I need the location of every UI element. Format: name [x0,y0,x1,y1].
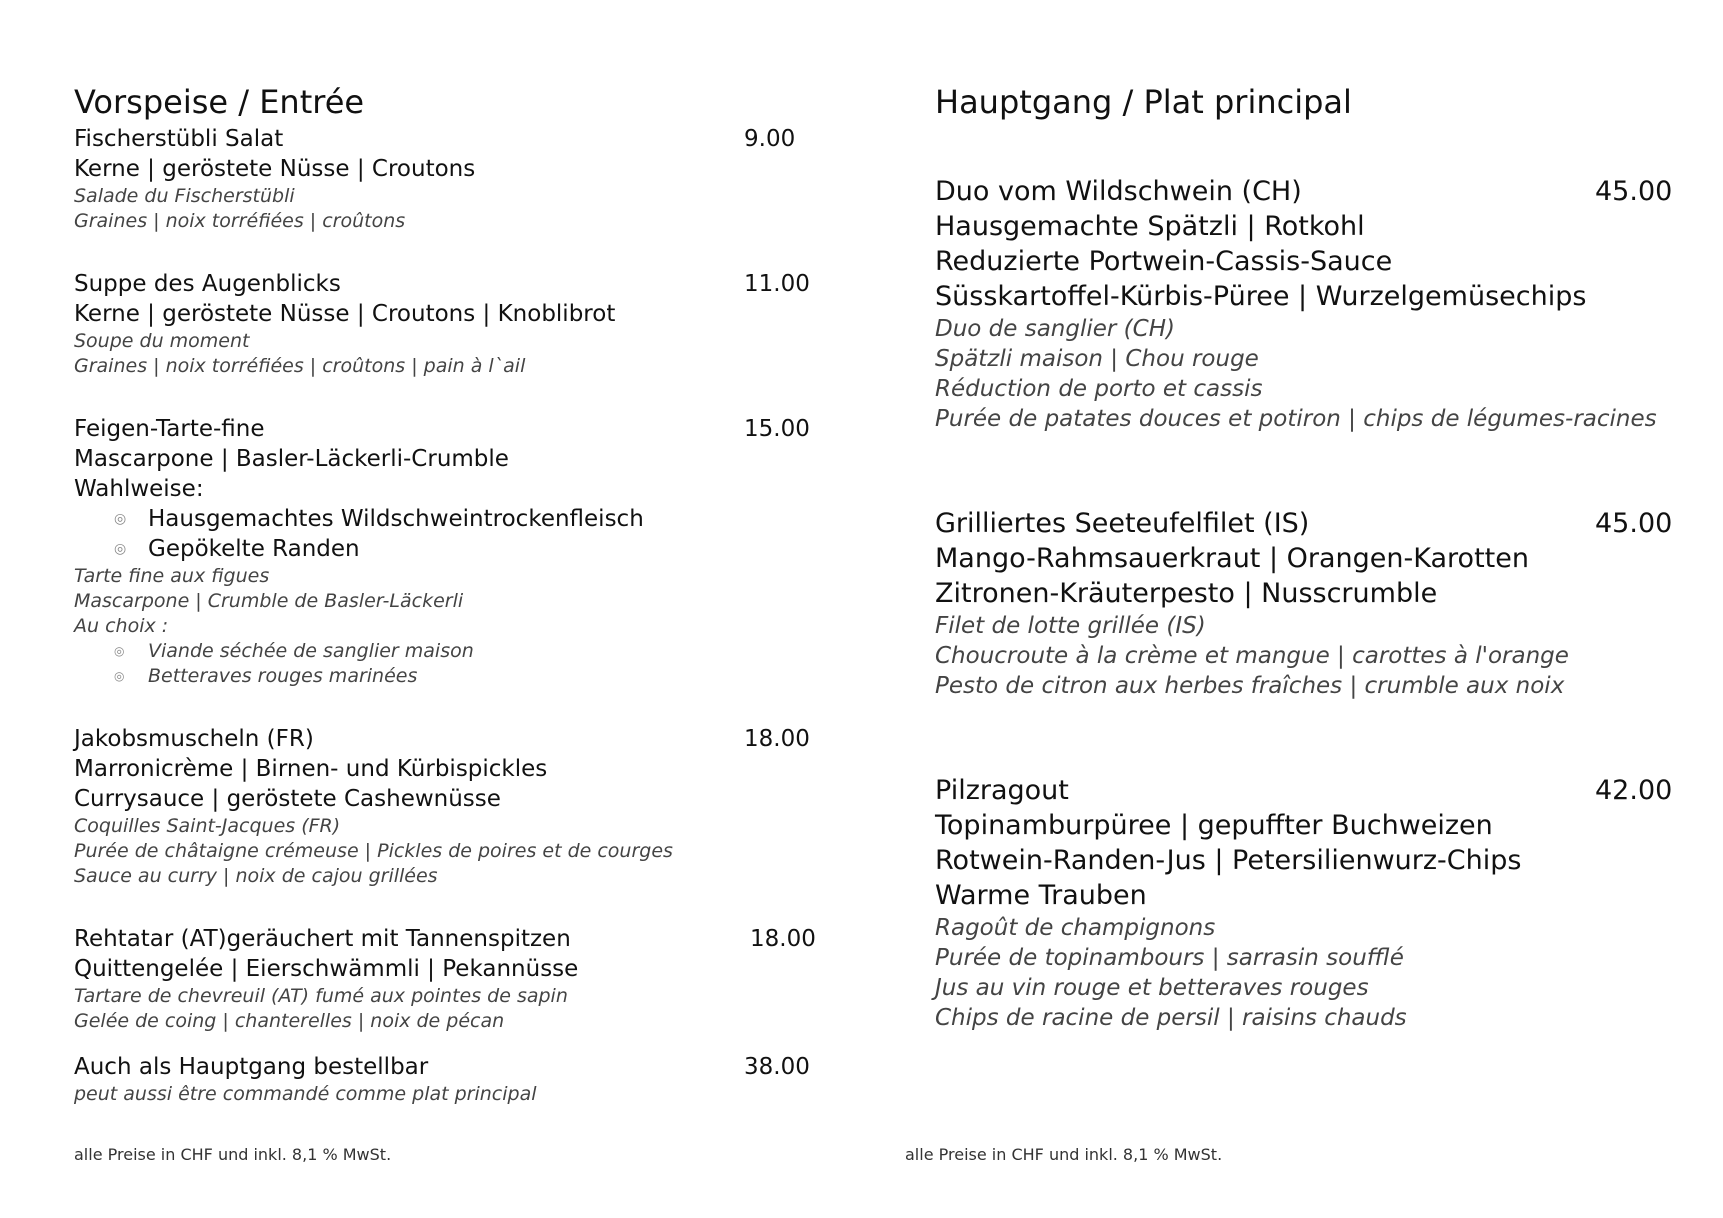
dish-line-fr: Tartare de chevreuil (AT) fumé aux pointes de sapin [74,985,568,1007]
dish-line-de: Topinamburpüree | gepuffter Buchweizen [935,810,1493,841]
dish-line-de: Reduzierte Portwein-Cassis-Sauce [935,246,1393,277]
dish-price: 18.00 [750,926,816,952]
dish-name: Fischerstübli Salat [74,126,284,152]
dish-line-de: Quittengelée | Eierschwämmli | Pekannüsse [74,956,579,982]
dish-name: Jakobsmuscheln (FR) [74,726,314,752]
dish-line-fr: Coquilles Saint-Jacques (FR) [74,815,341,837]
dish-name: Rehtatar (AT)geräuchert mit Tannenspitzen [74,926,571,952]
spiral-bullet-icon: ◎ [114,511,127,527]
dish-feigen-tarte [74,414,834,689]
dish-line-de: Wahlweise: [74,476,204,502]
dish-price: 15.00 [744,416,810,442]
starters-heading: Vorspeise / Entrée [74,83,365,121]
dish-line-fr: Purée de patates douces et potiron | chips de légumes-racines [935,406,1657,432]
dish-line-de: Süsskartoffel-Kürbis-Püree | Wurzelgemüsechips [935,281,1587,312]
dish-pilzragout [935,773,1705,1033]
dish-line-fr: Chips de racine de persil | raisins chauds [935,1005,1407,1031]
price-footnote-right: alle Preise in CHF und inkl. 8,1 % MwSt. [905,1145,1223,1164]
dish-name: Suppe des Augenblicks [74,271,341,297]
dish-seeteufelfilet [935,506,1705,701]
dish-name: Feigen-Tarte-fine [74,416,265,442]
dish-main-course-option [74,1052,834,1107]
dish-name: Duo vom Wildschwein (CH) [935,176,1302,207]
dish-price: 45.00 [1595,508,1673,539]
dish-line-de: Marronicrème | Birnen- und Kürbispickles [74,756,548,782]
dish-jakobsmuscheln [74,724,834,889]
dish-name: Auch als Hauptgang bestellbar [74,1054,429,1080]
dish-line-de: Kerne | geröstete Nüsse | Croutons [74,156,476,182]
dish-line-de: Mango-Rahmsauerkraut | Orangen-Karotten [935,543,1529,574]
dish-line-fr: Duo de sanglier (CH) [935,316,1175,342]
dish-name: Pilzragout [935,775,1069,806]
spiral-bullet-icon: ◎ [114,669,125,683]
dish-line-fr: Sauce au curry | noix de cajou grillées [74,865,438,887]
dish-fischerstuebli-salat [74,124,834,234]
choice-item-de [74,534,834,564]
dish-line-fr: Réduction de porto et cassis [935,376,1263,402]
spiral-bullet-icon: ◎ [114,644,125,658]
dish-line-de: Hausgemachte Spätzli | Rotkohl [935,211,1365,242]
dish-line-fr: Purée de châtaigne crémeuse | Pickles de poires et de courges [74,840,673,862]
dish-line-de: Currysauce | geröstete Cashewnüsse [74,786,501,812]
dish-price: 18.00 [744,726,810,752]
dish-line-de: Rotwein-Randen-Jus | Petersilienwurz-Chips [935,845,1522,876]
dish-price: 38.00 [744,1054,810,1080]
dish-name: Grilliertes Seeteufelfilet (IS) [935,508,1310,539]
dish-line-fr: Salade du Fischerstübli [74,185,295,207]
choice-label: Hausgemachtes Wildschweintrockenfleisch [148,506,644,532]
dish-line-fr: Ragoût de champignons [935,915,1216,941]
dish-line-fr: Pesto de citron aux herbes fraîches | crumble aux noix [935,673,1565,699]
dish-line-fr: Jus au vin rouge et betteraves rouges [935,975,1369,1001]
dish-line-de: Zitronen-Kräuterpesto | Nusscrumble [935,578,1438,609]
dish-line-fr: Graines | noix torréfiées | croûtons | pain à l`ail [74,355,526,377]
dish-line-fr: Filet de lotte grillée (IS) [935,613,1206,639]
dish-line-fr: Purée de topinambours | sarrasin soufflé [935,945,1404,971]
choice-label: Betteraves rouges marinées [148,665,418,687]
dish-price: 11.00 [744,271,810,297]
choice-label: Gepökelte Randen [148,536,360,562]
dish-line-de: Kerne | geröstete Nüsse | Croutons | Knoblibrot [74,301,616,327]
dish-line-fr: Tarte fine aux figues [74,565,270,587]
dish-line-fr: Mascarpone | Crumble de Basler-Läckerli [74,590,464,612]
dish-price: 9.00 [744,126,796,152]
dish-price: 45.00 [1595,176,1673,207]
dish-line-fr: Soupe du moment [74,330,250,352]
dish-price: 42.00 [1595,775,1673,806]
dish-rehtatar [74,924,834,1034]
dish-line-fr: Gelée de coing | chanterelles | noix de pécan [74,1010,505,1032]
dish-line-fr: Graines | noix torréfiées | croûtons [74,210,406,232]
choice-item-de [74,504,834,534]
choice-item-fr [74,639,834,664]
starters-column [74,80,834,1107]
dish-line-fr: Au choix : [74,615,169,637]
price-footnote-left: alle Preise in CHF und inkl. 8,1 % MwSt. [74,1145,392,1164]
dish-suppe [74,269,834,379]
dish-wildschwein [935,174,1705,434]
choice-item-fr [74,664,834,689]
spiral-bullet-icon: ◎ [114,541,127,557]
mains-heading: Hauptgang / Plat principal [935,83,1352,121]
dish-line-fr: Spätzli maison | Chou rouge [935,346,1259,372]
dish-line-fr: Choucroute à la crème et mangue | carottes à l'orange [935,643,1569,669]
choice-label: Viande séchée de sanglier maison [148,640,474,662]
mains-column [935,80,1705,1033]
dish-line-de: Mascarpone | Basler-Läckerli-Crumble [74,446,509,472]
dish-line-de: Warme Trauben [935,880,1147,911]
dish-line-fr: peut aussi être commandé comme plat principal [74,1083,537,1105]
